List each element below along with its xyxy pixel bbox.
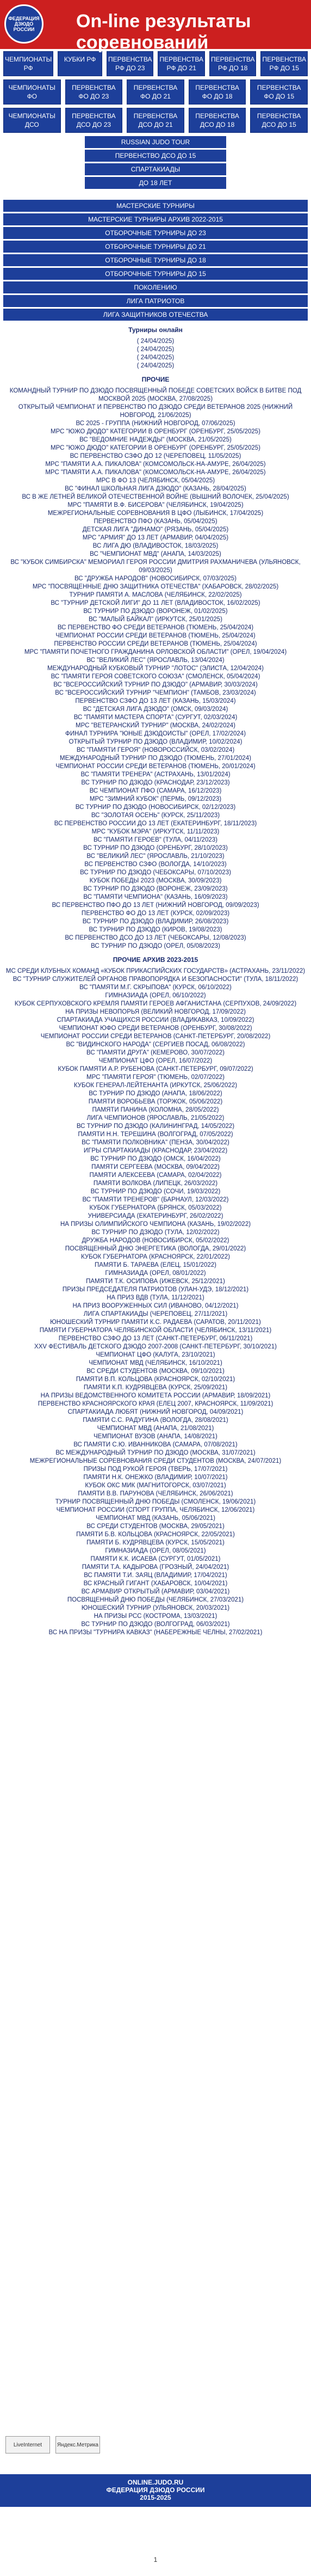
nav-bar-button[interactable]: МАСТЕРСКИЕ ТУРНИРЫ АРХИВ 2022-2015 (3, 213, 308, 225)
tournament-link[interactable]: ФИНАЛ ТУРНИРА "ЮНЫЕ ДЗЮДОИСТЫ" (ОРЕЛ, 17/02/2024) (65, 731, 246, 737)
tournament-link[interactable]: ВС "МАЛЫЙ БАЙКАЛ" (ИРКУТСК, 25/01/2025) (89, 616, 222, 623)
footer-site[interactable]: ONLINE.JUDO.RU (127, 2479, 184, 2486)
tournament-link[interactable]: ЛИГА СПАРТАКИАДЫ (ЧЕРЕПОВЕЦ, 27/11/2021) (83, 1311, 228, 1317)
tournament-link[interactable]: МС СРЕДИ КЛУБНЫХ КОМАНД «КУБОК ПРИКАСПИЙСКИХ ГОСУДАРСТВ» (АСТРАХАНЬ, 23/11/2022) (5, 968, 306, 974)
championship-nav (0, 49, 311, 133)
tournament-link[interactable]: ВС ТУРНИР ПО ДЗЮДО (ВОЛГОГРАД, 06/03/2021) (81, 1621, 230, 1628)
section-heading: Турниры онлайн (128, 326, 183, 334)
tournament-link[interactable]: ЧЕМПИОНАТ РОССИИ СРЕДИ ВЕТЕРАНОВ (ТЮМЕНЬ, 20/01/2024) (55, 763, 256, 770)
tournament-link[interactable]: ВС ЛИГА ДЮ (ВЛАДИВОСТОК, 18/03/2025) (92, 543, 219, 549)
tournament-link[interactable]: ПАМЯТИ С.С. РАДУГИНА (ВОЛОГДА, 28/08/2021) (83, 1417, 228, 1424)
tournament-link[interactable]: ВС АРМАВИР ОТКРЫТЫЙ (АРМАВИР, 03/04/2021) (81, 1588, 230, 1595)
nav-button[interactable]: ПЕРВЕНСТВА ФО ДО 21 (127, 79, 184, 105)
page-title: On-line результаты соревнований (76, 11, 251, 53)
site-footer (0, 2474, 311, 2507)
online-tournaments-section (5, 326, 306, 370)
tournament-link[interactable]: ЧЕМПИОНАТ РОССИИ (СПОРТ ГРУППА, ЧЕЛЯБИНСК, 12/06/2021) (56, 1507, 255, 1513)
nav-button[interactable]: ПЕРВЕНСТВА ДСО ДО 15 (250, 108, 308, 133)
tournament-link[interactable]: ВС МЕЖДУНАРОДНЫЙ ТУРНИР ПО ДЗЮДО (МОСКВА, 31/07/2021) (55, 1450, 256, 1456)
tournament-link[interactable]: ЧЕМПИОНАТ МВД (АНАПА, 21/08/2021) (97, 1425, 214, 1432)
tournament-link[interactable]: ЧЕМПИОНАТ ЦФО (ОРЕЛ, 16/07/2022) (98, 1058, 213, 1064)
tournament-link[interactable]: ВС ТУРНИР ПО ДЗЮДО (НОВОСИБИРСК, 02/12/2023) (75, 804, 236, 811)
tournament-link[interactable]: ПАМЯТИ Т.А. КАДЫРОВА (ГРОЗНЫЙ, 24/04/2021) (82, 1564, 229, 1571)
tournament-link[interactable]: СПАРТАКИАДА ЛЮБЯТ (НИЖНИЙ НОВГОРОД, 04/09/2021) (67, 1409, 244, 1415)
tournament-link[interactable]: КУБОК ГУБЕРНАТОРА (КРАСНОЯРСК, 22/01/2022) (81, 1254, 230, 1260)
nav-row-fo (3, 79, 308, 105)
tournament-link[interactable]: ОТКРЫТЫЙ ТУРНИР ПО ДЗЮДО (ВЛАДИМИР, 10/02/2024) (69, 739, 242, 745)
tournament-link[interactable]: ВС ЧЕМПИОНАТ ПФО (САМАРА, 16/12/2023) (89, 788, 222, 794)
tournament-link[interactable]: ГИМНАЗИАДА (ОРЕЛ, 08/05/2021) (105, 1548, 206, 1554)
tournament-link[interactable]: ВС "ПАМЯТИ ЧЕМПИОНА" (КАЗАНЬ, 16/09/2023) (83, 894, 228, 900)
nav-bar-button[interactable]: ЛИГА ЗАЩИТНИКОВ ОТЕЧЕСТВА (3, 309, 308, 321)
archive-tournaments-section (5, 956, 306, 1637)
tournament-link[interactable]: ВС "ПАМЯТИ ГЕРОЕВ" (ТУЛА, 04/11/2023) (94, 837, 217, 843)
tournament-link[interactable]: ИГРЫ СПАРТАКИАДЫ (КРАСНОДАР, 23/04/2022) (83, 1148, 228, 1154)
tournament-link[interactable]: КОМАНДНЫЙ ТУРНИР ПО ДЗЮДО ПОСВЯЩЕННЫЙ ПОБЕДЕ СОВЕТСКИХ ВОЙСК В БИТВЕ ПОД МОСКВОЙ 2025 (МОСКВА, 27/08/2025) (9, 388, 302, 402)
tournament-link[interactable]: МРС "ЮЖО ДЮДО" КАТЕГОРИИ В ОРЕНБУРГ (ОРЕНБУРГ, 25/05/2025) (51, 428, 260, 435)
tournament-link[interactable]: МЕЖДУНАРОДНЫЙ ТУРНИР ПО ДЗЮДО (ТЮМЕНЬ, 27/01/2024) (60, 755, 251, 762)
tournament-link[interactable]: ПАМЯТИ ГУБЕРНАТОРА ЧЕЛЯБИНСКОЙ ОБЛАСТИ (ЧЕЛЯБИНСК, 13/11/2021) (39, 1327, 272, 1334)
nav-row-rf (3, 51, 308, 76)
tournament-link[interactable]: ПАМЯТИ В.В. ПАРУНОВА (ЧЕЛЯБИНСК, 26/06/2021) (78, 1491, 233, 1497)
tournament-link[interactable]: КУБОК ПАМЯТИ А.Р. РУБЕНОВА (САНКТ-ПЕТЕРБУРГ, 09/07/2022) (58, 1066, 253, 1072)
tournament-link[interactable]: ПАМЯТИ Т.К. ОСИПОВА (ИЖЕВСК, 25/12/2021) (86, 1278, 225, 1285)
page-number: 1 (153, 2556, 158, 2563)
tournament-link[interactable]: ВС В ЖЕ ЛЕТНЕЙ ВЕЛИКОЙ ОТЕЧЕСТВЕННОЙ ВОЙНЕ (ВЫШНИЙ ВОЛОЧЕК, 25/04/2025) (22, 494, 289, 500)
tournament-link[interactable]: ПАМЯТИ СЕРГЕЕВА (МОСКВА, 09/04/2022) (91, 1164, 220, 1170)
tournament-link[interactable]: ВС ТУРНИР ПО ДЗЮДО (ОРЕНБУРГ, 28/10/2023) (83, 845, 228, 851)
tournament-link[interactable]: ПАМЯТИ Н.К. ОНЕЖКО (ВЛАДИМИР, 10/07/2021) (83, 1474, 228, 1481)
tournament-link[interactable]: ВС ПЕРВЕНСТВО ПФО ДО 13 ЛЕТ (НИЖНИЙ НОВГОРОД, 09/09/2023) (52, 902, 259, 909)
tournament-link[interactable]: ОТКРЫТЫЙ ЧЕМПИОНАТ И ПЕРВЕНСТВО ПО ДЗЮДО СРЕДИ ВЕТЕРАНОВ 2025 (НИЖНИЙ НОВГОРОД, 21/06/2025) (18, 404, 293, 419)
section-heading: ПРОЧИЕ АРХИВ 2023-2015 (113, 956, 198, 964)
nav-bar-button[interactable]: ОТБОРОЧНЫЕ ТУРНИРЫ ДО 15 (3, 268, 308, 280)
tournament-link[interactable]: ВС "ПАМЯТИ ДРУГА" (КЕМЕРОВО, 30/07/2022) (86, 1050, 225, 1056)
tournament-link[interactable]: ЮНОШЕСКИЙ ТУРНИР (УЛЬЯНОВСК, 20/03/2021) (81, 1605, 230, 1611)
nav-bar-button[interactable]: ОТБОРОЧНЫЕ ТУРНИРЫ ДО 23 (3, 227, 308, 239)
tournament-link[interactable]: МРС "ЮЖО ДЮДО" КАТЕГОРИИ В ОРЕНБУРГ (ОРЕНБУРГ, 25/05/2025) (51, 445, 260, 451)
tournament-link[interactable]: ПЕРВЕНСТВО ПФО (КАЗАНЬ, 05/04/2025) (94, 518, 217, 525)
tournament-link[interactable]: ПАМЯТИ Б.В. КОЛЬЦОВА (КРАСНОЯРСК, 22/05/2021) (76, 1531, 235, 1538)
tournament-link[interactable]: ПОСВЯЩЕННЫЙ ДНЮ ПОБЕДЫ (ЧЕЛЯБИНСК, 27/03/2021) (67, 1597, 244, 1603)
tournament-link[interactable]: ВС "ВЕЛИКИЙ ЛЕС" (ЯРОСЛАВЛЬ, 21/10/2023) (86, 853, 225, 860)
tournament-link[interactable]: XXV ФЕСТИВАЛЬ ДЕТСКОГО ДЗЮДО 2007-2008 (САНКТ-ПЕТЕРБУРГ, 30/10/2021) (34, 1344, 277, 1350)
tournament-link[interactable]: НА ПРИЗЫ ВЕДОМСТВЕННОГО КОМИТЕТА РОССИИ (АРМАВИР, 18/09/2021) (40, 1393, 271, 1399)
nav-button[interactable]: ПЕРВЕНСТВА ФО ДО 23 (65, 79, 123, 105)
tournament-link[interactable]: ВС "ВСЕРОССИЙСКИЙ ТУРНИР ПО ДЗЮДО" (АРМАВИР, 30/03/2024) (53, 682, 258, 688)
tournament-link[interactable]: ПЕРВЕНСТВО СЗФО ДО 13 ЛЕТ (САНКТ-ПЕТЕРБУРГ, 06/11/2021) (58, 1335, 253, 1342)
tournament-link[interactable]: ПЕРВЕНСТВО КРАСНОЯРСКОГО КРАЯ (ЕЛЕЦ 2007, КРАСНОЯРСК, 11/09/2021) (38, 1401, 273, 1407)
section-heading: ПРОЧИЕ (141, 376, 170, 383)
tournament-link[interactable]: ВС "ЧЕМПИОНАТ МВД" (АНАПА, 14/03/2025) (90, 551, 221, 557)
tournament-link[interactable]: ПЕРВЕНСТВО СЗФО ДО 13 ЛЕТ (КАЗАНЬ, 15/03/2024) (75, 698, 236, 704)
tournament-link[interactable]: КУБОК ПОБЕДЫ 2023 (МОСКВА, 30/09/2023) (89, 878, 222, 884)
nav-bar-button[interactable]: МАСТЕРСКИЕ ТУРНИРЫ (3, 200, 308, 212)
other-tournaments-section (5, 376, 306, 950)
tournament-link[interactable]: ВС ТУРНИР ПО ДЗЮДО (КИРОВ, 19/08/2023) (89, 927, 222, 933)
tournament-link[interactable]: ГИМНАЗИАДА (ОРЕЛ, 08/01/2022) (105, 1270, 206, 1277)
site-header (0, 0, 311, 53)
tournament-link[interactable]: ТУРНИР ПАМЯТИ А. МАСЛОВА (ЧЕЛЯБИНСК, 22/02/2025) (69, 592, 242, 598)
tournament-link[interactable]: ВС 2025 - ГРУППА (НИЖНИЙ НОВГОРОД, 07/06/2025) (76, 420, 235, 427)
tournament-link[interactable]: ЧЕМПИОНАТ РОССИИ СРЕДИ ВЕТЕРАНОВ (ТЮМЕНЬ, 25/04/2024) (55, 633, 256, 639)
tournament-link[interactable]: ( 24/04/2025) (136, 346, 175, 353)
tournament-link[interactable]: ВС ПЕРВЕНСТВО СЗФО (ВОЛОГДА, 14/10/2023) (84, 861, 227, 868)
nav-bar-button[interactable]: ДО 18 ЛЕТ (85, 177, 226, 189)
nav-button[interactable]: ЧЕМПИОНАТЫ РФ (3, 51, 53, 76)
nav-bar-button[interactable]: ОТБОРОЧНЫЕ ТУРНИРЫ ДО 18 (3, 254, 308, 266)
tournament-link[interactable]: ВС "ПАМЯТИ МАСТЕРА СПОРТА" (СУРГУТ, 02/03/2024) (73, 714, 238, 721)
tournament-link[interactable]: ВС ТУРНИР ПО ДЗЮДО (ВЛАДИМИР, 26/08/2023) (82, 918, 229, 925)
tournament-link[interactable]: ПАМЯТИ ПАНИНА (КОЛОМНА, 28/05/2022) (92, 1107, 219, 1113)
tournament-link[interactable]: ВС "ДРУЖБА НАРОДОВ" (НОВОСИБИРСК, 07/03/2025) (74, 575, 237, 582)
tournament-link[interactable]: МРС "ПАМЯТИ В.Ф. БИСЕРОВА" (ЧЕЛЯБИНСК, 19/04/2025) (67, 502, 244, 508)
tournament-link[interactable]: ПАМЯТИ В.П. КОЛЬЦОВА (КРАСНОЯРСК, 02/10/2021) (76, 1376, 235, 1383)
tournament-link[interactable]: ПАМЯТИ К.П. КУДРЯВЦЕВА (КУРСК, 25/09/2021) (83, 1384, 228, 1391)
tournament-link[interactable]: МРС "ЗИМНИЙ КУБОК" (ПЕРМЬ, 09/12/2023) (89, 796, 222, 802)
tournament-link[interactable]: ЮНОШЕСКИЙ ТУРНИР ПАМЯТИ К.С. РАДАЕВА (САРАТОВ, 20/11/2021) (50, 1319, 261, 1326)
tournament-link[interactable]: ВС КРАСНЫЙ ГИГАНТ (ХАБАРОВСК, 10/04/2021) (83, 1580, 228, 1587)
nav-button[interactable]: КУБКИ РФ (58, 51, 102, 76)
tournament-link[interactable]: ПАМЯТИ ВОРОБЬЕВА (ТОРЖОК, 05/06/2022) (88, 1099, 223, 1105)
tournament-link[interactable]: ВС ПЕРВЕНСТВО ФО СРЕДИ ВЕТЕРАНОВ (ТЮМЕНЬ, 25/04/2024) (57, 624, 254, 631)
yandex-metrika-counter[interactable]: Яндекс.Метрика (55, 2436, 100, 2454)
tournament-link[interactable]: МЕЖДУНАРОДНЫЙ КУБКОВЫЙ ТУРНИР "ЛОТОС" (ЭЛИСТА, 12/04/2024) (47, 665, 264, 672)
nav-bar-button[interactable]: RUSSIAN JUDO TOUR (85, 136, 226, 148)
tournament-link[interactable]: ГИМНАЗИАДА (ОРЕЛ, 06/10/2022) (105, 992, 206, 999)
tournament-link[interactable]: ЧЕМПИОНАТ РОССИИ СРЕДИ ВЕТЕРАНОВ (САНКТ-ПЕТЕРБУРГ, 20/08/2022) (40, 1033, 271, 1040)
tournament-link[interactable]: КУБОК ГЕНЕРАЛ-ЛЕЙТЕНАНТА (ИРКУТСК, 25/06/2022) (73, 1082, 238, 1089)
tournament-link[interactable]: ВС СРЕДИ СТУДЕНТОВ (МОСКВА, 29/05/2021) (86, 1523, 225, 1530)
tournament-link[interactable]: ВС "ВСЕРОССИЙСКИЙ ТУРНИР "ЧЕМПИОН" (ТАМБОВ, 23/03/2024) (55, 690, 256, 696)
tournament-link[interactable]: ВС ТУРНИР ПО ДЗЮДО (ВОРОНЕЖ, 01/02/2025) (83, 608, 228, 615)
tournament-link[interactable]: ПАМЯТИ Н.Н. ТЕРЕШИНА (ВОЛГОГРАД, 07/05/2022) (78, 1131, 233, 1138)
tournament-link[interactable]: ВС "ТУРНИР СЛУЖИТЕЛЕЙ ОРГАНОВ ПРАВОПОРЯДКА И БЕЗОПАСНОСТИ" (ТУЛА, 18/11/2022) (13, 976, 298, 983)
tournament-link[interactable]: ( 24/04/2025) (136, 354, 175, 361)
tournament-link[interactable]: ВС "ТУРНИР ДЕТСКОЙ ЛИГИ" ДО 11 ЛЕТ (ВЛАДИВОСТОК, 16/02/2025) (51, 600, 260, 606)
tournament-link[interactable]: ВС "ВЕЛИКИЙ ЛЕС" (ЯРОСЛАВЛЬ, 13/04/2024) (86, 657, 225, 664)
tournament-link[interactable]: МРС "АРМИЯ" ДО 13 ЛЕТ (АРМАВИР, 04/04/2025) (82, 535, 229, 541)
tournament-link[interactable]: ВС ТУРНИР ПО ДЗЮДО (КАЛИНИНГРАД, 14/05/2022) (76, 1123, 235, 1130)
tournament-link[interactable]: ВС "ВИДИНСКОГО НАРОДА" (СЕРГИЕВ ПОСАД, 06/08/2022) (66, 1041, 245, 1048)
tournament-link[interactable]: ПЕРВЕНСТВО ФО ДО 13 ЛЕТ (КУРСК, 02/09/2023) (81, 910, 230, 917)
tournament-link[interactable]: ЧЕМПИОНАТ ЦФО (КАЛУГА, 23/10/2021) (96, 1352, 215, 1358)
nav-button[interactable]: ПЕРВЕНСТВА ФО ДО 15 (250, 79, 308, 105)
tournament-link[interactable]: НА ПРИЗЫ РСС (КОСТРОМА, 13/03/2021) (94, 1613, 217, 1620)
tournament-link[interactable]: ВС ТУРНИР ПО ДЗЮДО (ОМСК, 16/04/2022) (90, 1156, 221, 1162)
tournament-link[interactable]: ПАМЯТИ Б. ТАРАЕВА (ЕЛЕЦ, 15/01/2022) (95, 1262, 216, 1268)
nav-button[interactable]: ПЕРВЕНСТВА РФ ДО 23 (107, 51, 154, 76)
tournament-link[interactable]: ( 24/04/2025) (136, 363, 175, 369)
tournament-link[interactable]: ВС ТУРНИР ПО ДЗЮДО (АНАПА, 18/06/2022) (89, 1090, 222, 1097)
tournament-link[interactable]: МРС "ВЕТЕРАНСКИЙ ТУРНИР" (МОСКВА, 24/02/2024) (76, 722, 235, 729)
nav-button[interactable]: ПЕРВЕНСТВА РФ ДО 15 (260, 51, 308, 76)
nav-bar-button[interactable]: ЛИГА ПАТРИОТОВ (3, 295, 308, 307)
tournament-link[interactable]: ТУРНИР ПОСВЯЩЕННЫЙ ДНЮ ПОБЕДЫ (СМОЛЕНСК, 19/06/2021) (55, 1499, 256, 1505)
tournament-link[interactable]: ПОСВЯЩЕННЫЙ ДНЮ ЭНЕРГЕТИКА (ВОЛОГДА, 29/01/2022) (65, 1246, 246, 1252)
nav-bar-button[interactable]: ПЕРВЕНСТВО ДСО ДО 15 (85, 150, 226, 162)
tournament-link[interactable]: ЛИГА ЧЕМПИОНОВ (ЯРОСЛАВЛЬ, 21/05/2022) (86, 1115, 225, 1121)
tournament-link[interactable]: ВС "ПАМЯТИ ТРЕНЕРОВ" (БАРНАУЛ, 12/03/2022) (82, 1197, 229, 1203)
tournament-link[interactable]: НА ПРИЗЫ ОЛИМПИЙСКОГО ЧЕМПИОНА (КАЗАНЬ, 19/02/2022) (60, 1221, 251, 1228)
tournament-link[interactable]: МРС "ПАМЯТИ ГЕРОЯ" (ТЮМЕНЬ, 02/07/2022) (86, 1074, 225, 1081)
narrow-bar-group (0, 136, 311, 189)
tournament-link[interactable]: КУБОК ОКС МИК (МАГНИТОГОРСК, 03/07/2021) (85, 1482, 226, 1489)
tournament-link[interactable]: ПАМЯТИ К.К. ИСАЕВА (СУРГУТ, 01/05/2021) (90, 1556, 221, 1562)
nav-button[interactable]: ЧЕМПИОНАТЫ ДСО (3, 108, 61, 133)
tournament-link[interactable]: ВС ПАМЯТИ С.Ю. ИВАННИКОВА (САМАРА, 07/08/2021) (73, 1442, 238, 1448)
tournament-link[interactable]: НА ПРИЗ ВООРУЖЕННЫХ СИЛ (ИВАНОВО, 04/12/2021) (72, 1303, 239, 1309)
tournament-link[interactable]: ВС "ВЕДОМНИЕ НАДЕЖДЫ" (МОСКВА, 21/05/2025) (79, 437, 232, 443)
tournament-link[interactable]: ДЕТСКАЯ ЛИГА "ДИНАМО" (РЯЗАНЬ, 05/04/2025) (82, 526, 229, 533)
nav-button[interactable]: ПЕРВЕНСТВА ФО ДО 18 (189, 79, 246, 105)
nav-bar-button[interactable]: ОТБОРОЧНЫЕ ТУРНИРЫ ДО 21 (3, 241, 308, 253)
nav-button[interactable]: ПЕРВЕНСТВА РФ ДО 21 (158, 51, 205, 76)
counter-badges (5, 2436, 100, 2454)
tournament-link[interactable]: ( 24/04/2025) (136, 338, 175, 345)
tournament-link[interactable]: ВС ТУРНИР ПО ДЗЮДО (КРАСНОДАР, 23/12/2023) (81, 780, 230, 786)
tournament-link[interactable]: ПРИЗЫ ПРЕДСЕДАТЕЛЯ ПАТРИОТОВ (УЛАН-УДЭ, 18/12/2021) (62, 1286, 249, 1293)
tournament-link[interactable]: МРС "ПАМЯТИ А.А. ПИКАЛОВА" (КОМСОМОЛЬСК-НА-АМУРЕ, 26/04/2025) (45, 469, 266, 476)
tournament-link[interactable]: ПАМЯТИ АЛЕКСЕЕВА (САМАРА, 02/04/2022) (89, 1172, 222, 1179)
tournament-link[interactable]: МРС "КУБОК МЭРА" (ИРКУТСК, 11/11/2023) (91, 829, 220, 835)
tournament-link[interactable]: ВС ПЕРВЕНСТВО ДСО ДО 13 ЛЕТ (ЧЕБОКСАРЫ, 12/08/2023) (65, 935, 246, 941)
tournament-link[interactable]: МЕЖРЕГИОНАЛЬНЫЕ СОРЕВНОВАНИЯ В ЦФО (ЛЫБИНСК, 17/04/2025) (47, 510, 264, 517)
tournament-link[interactable]: СПАРТАКИАДА УЧАЩИХСЯ РОССИИ (ВЛАДИКАВКАЗ, 10/09/2022) (57, 1017, 254, 1023)
tournament-link[interactable]: ВС ТУРНИР ПО ДЗЮДО (ЧЕБОКСАРЫ, 07/10/2023) (80, 869, 231, 876)
tournament-link[interactable]: ВС "ПАМЯТИ М.Г. СКРЫПОВА" (КУРСК, 06/10/2022) (79, 984, 232, 991)
tournament-link[interactable]: НА ПРИЗЫ НЕВОПОРЬЯ (ВЕЛИКИЙ НОВГОРОД, 17/09/2022) (65, 1009, 246, 1015)
nav-bar-button[interactable]: ПОКОЛЕНИЮ (3, 281, 308, 293)
nav-button[interactable]: ПЕРВЕНСТВА ДСО ДО 18 (189, 108, 246, 133)
tournament-link[interactable]: ВС ТУРНИР ПО ДЗЮДО (ОРЕЛ, 05/08/2023) (91, 943, 220, 949)
tournament-link[interactable]: ЧЕМПИОНАТ ЮФО СРЕДИ ВЕТЕРАНОВ (ОРЕНБУРГ, 30/08/2022) (59, 1025, 252, 1032)
tournament-link[interactable]: ДРУЖБА НАРОДОВ (НОВОСИБИРСК, 05/02/2022) (82, 1237, 229, 1244)
tournament-link[interactable]: КУБОК СЕРПУХОВСКОГО КРЕМЛЯ ПАМЯТИ ГЕРОЕВ АФГАНИСТАНА (СЕРПУХОВ, 24/09/2022) (14, 1001, 297, 1007)
tournament-link[interactable]: ВС ПЕРВЕНСТВО СЗФО ДО 12 (ЧЕРЕПОВЕЦ, 11/05/2025) (70, 453, 241, 459)
tournament-link[interactable]: ВС СРЕДИ СТУДЕНТОВ (МОСКВА, 09/10/2021) (86, 1368, 225, 1375)
nav-button[interactable]: ЧЕМПИОНАТЫ ФО (3, 79, 61, 105)
tournament-link[interactable]: ВС "ДЕТСКАЯ ЛИГА ДЗЮДО" (ОМСК, 09/03/2024) (83, 706, 228, 713)
tournament-link[interactable]: УНИВЕРСИАДА (ЕКАТЕРИНБУРГ, 26/02/2022) (88, 1213, 223, 1219)
tournament-link[interactable]: МРС "ПАМЯТИ ПОЧЕТНОГО ГРАЖДАНИНА ОРЛОВСКОЙ ОБЛАСТИ" (ОРЕЛ, 19/04/2024) (24, 649, 287, 655)
tournament-link[interactable]: ВС ТУРНИР ПО ДЗЮДО (ВОРОНЕЖ, 23/09/2023) (83, 886, 228, 892)
nav-row-dso (3, 108, 308, 133)
nav-button[interactable]: ПЕРВЕНСТВА ДСО ДО 21 (127, 108, 184, 133)
tournament-link[interactable]: ВС "ЗОЛОТАЯ ОСЕНЬ" (КУРСК, 25/11/2023) (91, 812, 220, 819)
tournament-link[interactable]: ПАМЯТИ ВОЛКОВА (ЛИПЕЦК, 26/03/2022) (93, 1180, 218, 1187)
tournament-link[interactable]: ВС "ФИНАЛ ШКОЛЬНАЯ ЛИГА ДЗЮДО" (КАЗАНЬ, 28/04/2025) (65, 486, 246, 492)
tournament-link[interactable]: МРС "ПАМЯТИ А.А. ПИКАЛОВА" (КОМСОМОЛЬСК-НА-АМУРЕ, 26/04/2025) (45, 461, 266, 468)
nav-button[interactable]: ПЕРВЕНСТВА ДСО ДО 23 (65, 108, 123, 133)
tournament-link[interactable]: МРС В ФО 13 (ЧЕЛЯБИНСК, 05/04/2025) (96, 477, 215, 484)
tournament-link[interactable]: ВС НА ПРИЗЫ "ТУРНИРА КАВКАЗ" (НАБЕРЕЖНЫЕ ЧЕЛНЫ, 27/02/2021) (48, 1629, 263, 1636)
tournament-link[interactable]: ВС "ПАМЯТИ ПОЛКОВНИКА" (ПЕНЗА, 30/04/2022) (82, 1139, 229, 1146)
federation-logo-icon[interactable]: ФЕДЕРАЦИЯ ДЗЮДО РОССИИ (4, 4, 43, 44)
tournament-link[interactable]: ЧЕМПИОНАТ ВУЗОВ (АНАПА, 14/08/2021) (94, 1433, 217, 1440)
nav-button[interactable]: ПЕРВЕНСТВА РФ ДО 18 (209, 51, 257, 76)
footer-org: ФЕДЕРАЦИЯ ДЗЮДО РОССИИ (106, 2486, 205, 2494)
tournament-link[interactable]: ВС "ПАМЯТИ ГЕРОЯ СОВЕТСКОГО СОЮЗА" (СМОЛЕНСК, 05/04/2024) (51, 673, 260, 680)
tournament-link[interactable]: КУБОК ГУБЕРНАТОРА (БРЯНСК, 05/03/2022) (89, 1205, 222, 1211)
tournament-link[interactable]: ВС "КУБОК СИМБИРСКА" МЕМОРИАЛ ГЕРОЯ РОССИИ ДМИТРИЯ РАХМАНИЧЕВА (УЛЬЯНОВСК, 09/03/2025) (10, 559, 301, 574)
tournament-link[interactable]: ВС ТУРНИР ПО ДЗЮДО (ТУЛА, 12/02/2022) (91, 1229, 220, 1236)
tournament-link[interactable]: НА ПРИЗ ВДВ (ТУЛА, 11/12/2021) (107, 1295, 204, 1301)
tournament-link[interactable]: ПРИЗЫ ПОД РУКОЙ ГЕРОЯ (ТВЕРЬ, 17/07/2021) (83, 1466, 228, 1473)
wide-bar-group (0, 200, 311, 321)
tournament-link[interactable]: ВС ТУРНИР ПО ДЗЮДО (СОЧИ, 19/03/2022) (90, 1188, 221, 1195)
tournament-link[interactable]: ПАМЯТИ Б. КУДРЯВЦЕВА (КУРСК, 15/05/2021) (86, 1540, 225, 1546)
tournament-link[interactable]: МЕЖРЕГИОНАЛЬНЫЕ СОРЕВНОВАНИЯ СРЕДИ СТУДЕНТОВ (МОСКВА, 24/07/2021) (29, 1458, 282, 1464)
tournament-link[interactable]: ВС "ПАМЯТИ ГЕРОЯ" (НОВОРОССИЙСК, 03/02/2024) (76, 747, 235, 753)
tournament-link[interactable]: ЧЕМПИОНАТ МВД (ЧЕЛЯБИНСК, 16/10/2021) (89, 1360, 222, 1366)
footer-years: 2015-2025 (140, 2494, 171, 2501)
tournament-link[interactable]: МРС "ПОСВЯЩЕННЫЕ ДНЮ ЗАЩИТНИКА ОТЕЧЕСТВА" (ХАБАРОВСК, 28/02/2025) (32, 584, 279, 590)
tournament-link[interactable]: ЧЕМПИОНАТ МВД (КАЗАНЬ, 05/06/2021) (96, 1515, 215, 1522)
tournament-link[interactable]: ВС ПАМЯТИ Т.И. ЗАЯЦ (ВЛАДИМИР, 17/04/2021) (84, 1572, 227, 1579)
liveinternet-counter[interactable]: LiveInternet (5, 2436, 50, 2454)
tournament-link[interactable]: ВС "ПАМЯТИ ТРЕНЕРА" (АСТРАХАНЬ, 13/01/2024) (80, 771, 231, 778)
tournament-link[interactable]: ВС ПЕРВЕНСТВО РОССИИ ДО 13 ЛЕТ (ЕКАТЕРИНБУРГ, 18/11/2023) (54, 820, 257, 827)
nav-bar-button[interactable]: СПАРТАКИАДЫ (85, 163, 226, 175)
tournament-link[interactable]: ПЕРВЕНСТВО РОССИИ СРЕДИ ВЕТЕРАНОВ (ТЮМЕНЬ, 25/04/2024) (54, 641, 257, 647)
